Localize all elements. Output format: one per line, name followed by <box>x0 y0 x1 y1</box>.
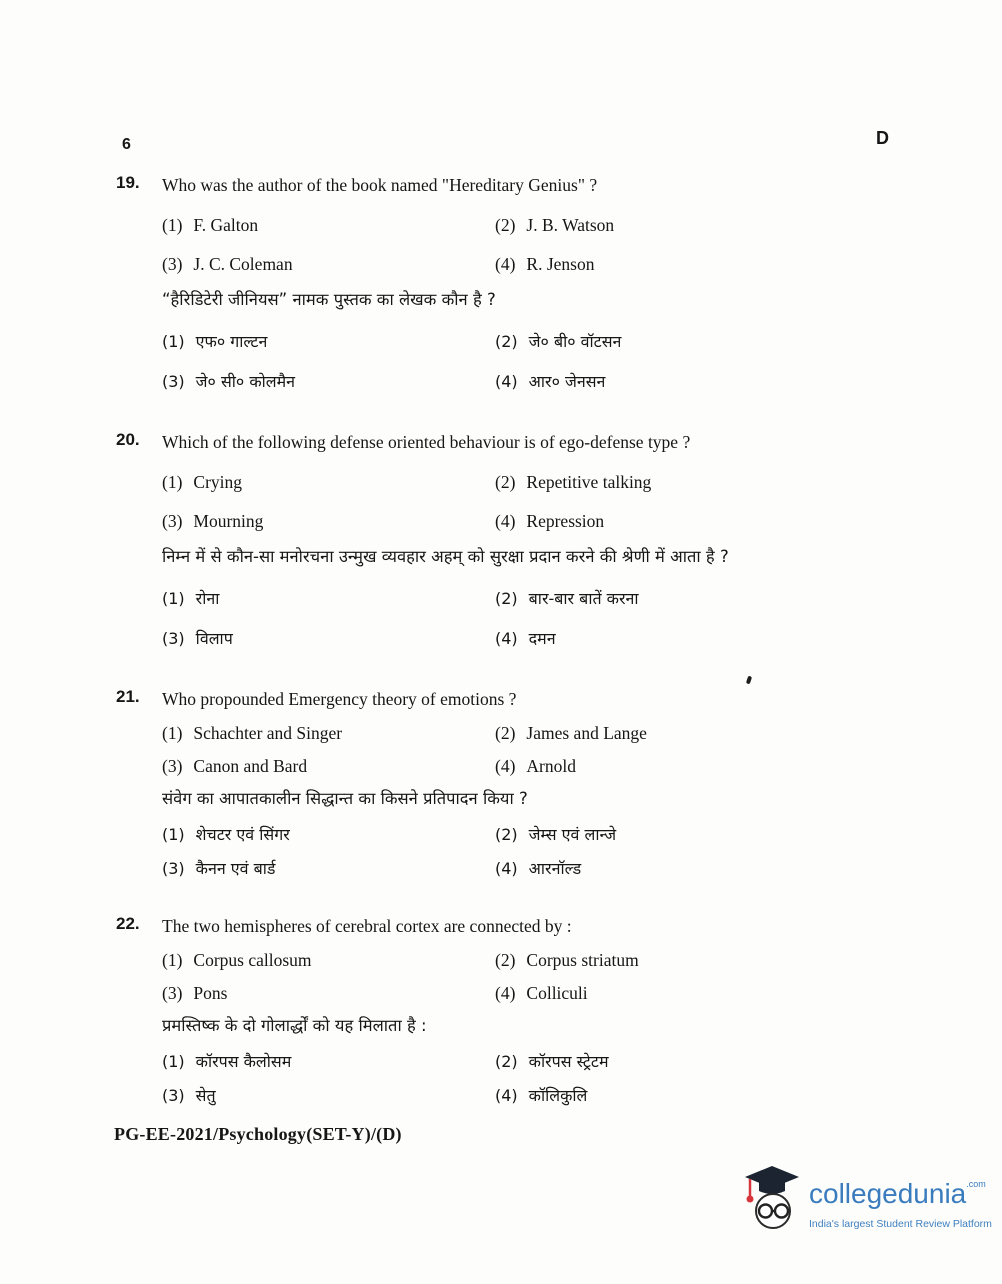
option-3-en <box>162 750 495 783</box>
option-text: आरनॉल्ड <box>528 859 582 878</box>
question-number: 19. <box>116 173 140 192</box>
options-english <box>162 463 910 541</box>
option-4-en <box>495 245 910 284</box>
question-22 <box>116 913 910 1114</box>
question-20 <box>116 429 910 660</box>
logo-text-block <box>809 1164 992 1230</box>
option-1-en <box>162 717 495 750</box>
option-text: Corpus striatum <box>526 950 639 971</box>
option-text: R. Jenson <box>526 254 595 275</box>
option-text: Repression <box>526 511 605 532</box>
option-number: (1) <box>162 472 183 493</box>
option-text: J. C. Coleman <box>193 254 293 275</box>
brand-word: collegedunia <box>809 1178 967 1209</box>
option-number: (3) <box>162 756 183 777</box>
option-text: Crying <box>193 472 243 493</box>
option-number: (4) <box>495 372 518 391</box>
options-hindi <box>162 1044 910 1112</box>
option-number: (1) <box>162 723 183 744</box>
option-number: (4) <box>495 1086 518 1105</box>
option-4-en <box>495 750 910 783</box>
option-number: (3) <box>162 983 183 1004</box>
option-4-en <box>495 502 910 541</box>
option-3-hi <box>162 361 495 401</box>
option-text: एफ० गाल्टन <box>195 332 268 351</box>
option-number: (1) <box>162 589 185 608</box>
question-text-english: Which of the following defense oriented behaviour is of ego-defense type ? <box>162 432 691 452</box>
question-number: 21. <box>116 687 140 706</box>
option-1-hi <box>162 817 495 851</box>
option-number: (4) <box>495 859 518 878</box>
question-21 <box>116 686 910 887</box>
option-text: Mourning <box>193 511 264 532</box>
option-4-hi <box>495 1078 910 1112</box>
question-text-hindi: “हैरिडिटेरी जीनियस” नामक पुस्तक का लेखक कौन है ? <box>162 290 496 310</box>
option-text: सेतु <box>195 1086 216 1105</box>
options-hindi <box>162 578 910 658</box>
option-number: (2) <box>495 215 516 236</box>
option-1-hi <box>162 1044 495 1078</box>
option-number: (3) <box>162 629 185 648</box>
option-number: (2) <box>495 472 516 493</box>
collegedunia-logo <box>742 1164 992 1236</box>
question-text-hindi: प्रमस्तिष्क के दो गोलार्द्धों को यह मिलाता है : <box>162 1016 427 1036</box>
option-2-en <box>495 944 910 977</box>
question-text-english: Who propounded Emergency theory of emotions ? <box>162 689 517 709</box>
option-number: (3) <box>162 859 185 878</box>
option-text: दमन <box>528 629 556 648</box>
logo-brand-name <box>809 1180 992 1208</box>
option-text: आर० जेनसन <box>528 372 606 391</box>
option-text: कॉलिकुलि <box>528 1086 588 1105</box>
option-number: (1) <box>162 332 185 351</box>
option-number: (4) <box>495 983 516 1004</box>
option-number: (3) <box>162 372 185 391</box>
option-number: (3) <box>162 511 183 532</box>
options-english <box>162 206 910 284</box>
option-2-en <box>495 717 910 750</box>
paper-code-footer: PG-EE-2021/Psychology(SET-Y)/(D) <box>114 1124 402 1144</box>
option-4-hi <box>495 618 910 658</box>
option-text: कॉरपस कैलोसम <box>195 1052 292 1071</box>
option-2-hi <box>495 817 910 851</box>
option-text: रोना <box>195 589 220 608</box>
question-text-english: The two hemispheres of cerebral cortex are connected by : <box>162 916 572 936</box>
question-body <box>162 172 910 403</box>
option-number: (2) <box>495 589 518 608</box>
option-number: (2) <box>495 1052 518 1071</box>
option-text: Canon and Bard <box>193 756 308 777</box>
option-2-hi <box>495 1044 910 1078</box>
option-text: जेम्स एवं लान्जे <box>528 825 617 844</box>
question-number: 20. <box>116 430 140 449</box>
option-text: Pons <box>193 983 228 1004</box>
option-3-en <box>162 977 495 1010</box>
question-number: 22. <box>116 914 140 933</box>
option-number: (4) <box>495 629 518 648</box>
option-2-hi <box>495 578 910 618</box>
option-1-en <box>162 944 495 977</box>
option-text: कॉरपस स्ट्रेटम <box>528 1052 609 1071</box>
option-4-hi <box>495 361 910 401</box>
question-19 <box>116 172 910 403</box>
option-text: कैनन एवं बार्ड <box>195 859 276 878</box>
question-body <box>162 686 910 887</box>
option-1-hi <box>162 578 495 618</box>
option-text: Corpus callosum <box>193 950 312 971</box>
option-4-en <box>495 977 910 1010</box>
option-number: (2) <box>495 332 518 351</box>
option-text: जे० बी० वॉटसन <box>528 332 622 351</box>
option-number: (2) <box>495 950 516 971</box>
option-2-en <box>495 206 910 245</box>
option-text: F. Galton <box>193 215 259 236</box>
options-hindi <box>162 321 910 401</box>
page-number: 6 <box>122 136 131 153</box>
question-text-hindi: निम्न में से कौन-सा मनोरचना उन्मुख व्यवहार अहम् को सुरक्षा प्रदान करने की श्रेणी में आता है ? <box>162 547 729 567</box>
set-letter: D <box>876 128 889 148</box>
option-text: जे० सी० कोलमैन <box>195 372 296 391</box>
option-3-hi <box>162 851 495 885</box>
option-text: विलाप <box>195 629 233 648</box>
option-1-hi <box>162 321 495 361</box>
option-text: Colliculi <box>526 983 588 1004</box>
option-text: J. B. Watson <box>526 215 615 236</box>
option-number: (4) <box>495 756 516 777</box>
options-hindi <box>162 817 910 885</box>
question-text-english: Who was the author of the book named "Hereditary Genius" ? <box>162 175 598 195</box>
option-4-hi <box>495 851 910 885</box>
questions-section <box>116 172 910 1140</box>
options-english <box>162 944 910 1010</box>
option-number: (1) <box>162 1052 185 1071</box>
option-3-hi <box>162 618 495 658</box>
option-1-en <box>162 463 495 502</box>
option-text: Repetitive talking <box>526 472 652 493</box>
option-3-hi <box>162 1078 495 1112</box>
option-text: बार-बार बातें करना <box>528 589 639 608</box>
option-number: (1) <box>162 215 183 236</box>
collegedunia-mascot-icon <box>742 1164 800 1236</box>
option-3-en <box>162 245 495 284</box>
option-number: (1) <box>162 950 183 971</box>
logo-tagline: India's largest Student Review Platform <box>809 1218 992 1230</box>
option-number: (4) <box>495 254 516 275</box>
question-body <box>162 429 910 660</box>
option-1-en <box>162 206 495 245</box>
question-text-hindi: संवेग का आपातकालीन सिद्धान्त का किसने प्रतिपादन किया ? <box>162 789 528 809</box>
option-number: (1) <box>162 825 185 844</box>
option-text: James and Lange <box>526 723 647 744</box>
options-english <box>162 717 910 783</box>
option-text: Schachter and Singer <box>193 723 343 744</box>
option-2-en <box>495 463 910 502</box>
option-text: Arnold <box>526 756 576 777</box>
option-3-en <box>162 502 495 541</box>
question-body <box>162 913 910 1114</box>
brand-tld: .com <box>966 1179 986 1189</box>
option-number: (3) <box>162 1086 185 1105</box>
option-2-hi <box>495 321 910 361</box>
option-number: (3) <box>162 254 183 275</box>
option-number: (2) <box>495 825 518 844</box>
option-number: (2) <box>495 723 516 744</box>
option-text: शेचटर एवं सिंगर <box>195 825 290 844</box>
option-number: (4) <box>495 511 516 532</box>
